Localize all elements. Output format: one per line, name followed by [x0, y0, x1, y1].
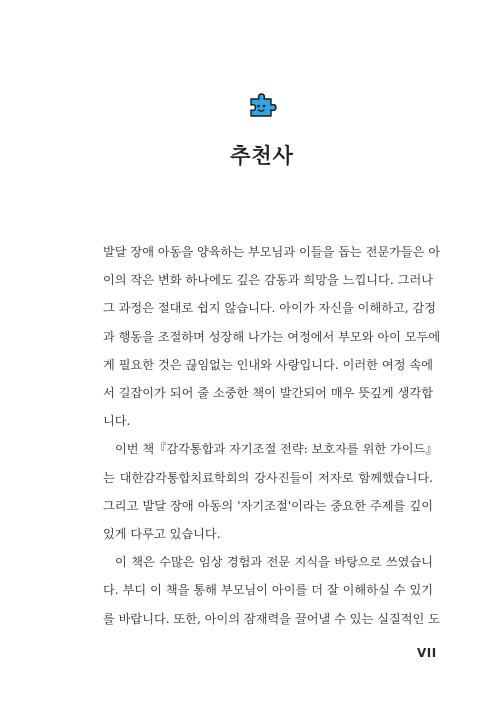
page-number: VII: [417, 646, 437, 660]
text-line: 를 바랍니다. 또한, 아이의 잠재력을 끌어낼 수 있는 실질적인 도: [103, 611, 440, 626]
text-line: 는 대한감각통합치료학회의 강사진들이 저자로 함께했습니다.: [103, 470, 433, 485]
body-text: [103, 238, 441, 633]
text-line: 게 필요한 것은 끊임없는 인내와 사랑입니다. 이러한 여정 속에: [103, 357, 433, 372]
text-line: 서 길잡이가 되어 줄 소중한 책이 발간되어 매우 뜻깊게 생각합: [103, 386, 433, 401]
text-line: 과 행동을 조절하며 성장해 나가는 여정에서 부모와 아이 모두에: [103, 329, 441, 344]
text-line: 이 책은 수많은 임상 경험과 전문 지식을 바탕으로 쓰였습니: [115, 555, 433, 570]
text-line: 이번 책『감각통합과 자기조절 전략: 보호자를 위한 가이드』: [115, 442, 438, 457]
text-line: 다. 부디 이 책을 통해 부모님이 아이를 더 잘 이해하실 수 있기: [103, 583, 433, 598]
page-title: 추천사: [230, 144, 294, 168]
text-line: 니다.: [103, 414, 131, 429]
puzzle-piece-icon: [247, 92, 277, 118]
text-line: 이의 작은 변화 하나에도 깊은 감동과 희망을 느낍니다. 그러나: [103, 273, 433, 288]
text-line: 있게 다루고 있습니다.: [103, 527, 221, 542]
text-line: 그리고 발달 장애 아동의 '자기조절'이라는 중요한 주제를 깊이: [103, 498, 433, 513]
text-line: 그 과정은 절대로 쉽지 않습니다. 아이가 자신을 이해하고, 감정: [103, 301, 437, 316]
text-line: 발달 장애 아동을 양육하는 부모님과 이들을 돕는 전문가들은 아: [103, 245, 441, 259]
